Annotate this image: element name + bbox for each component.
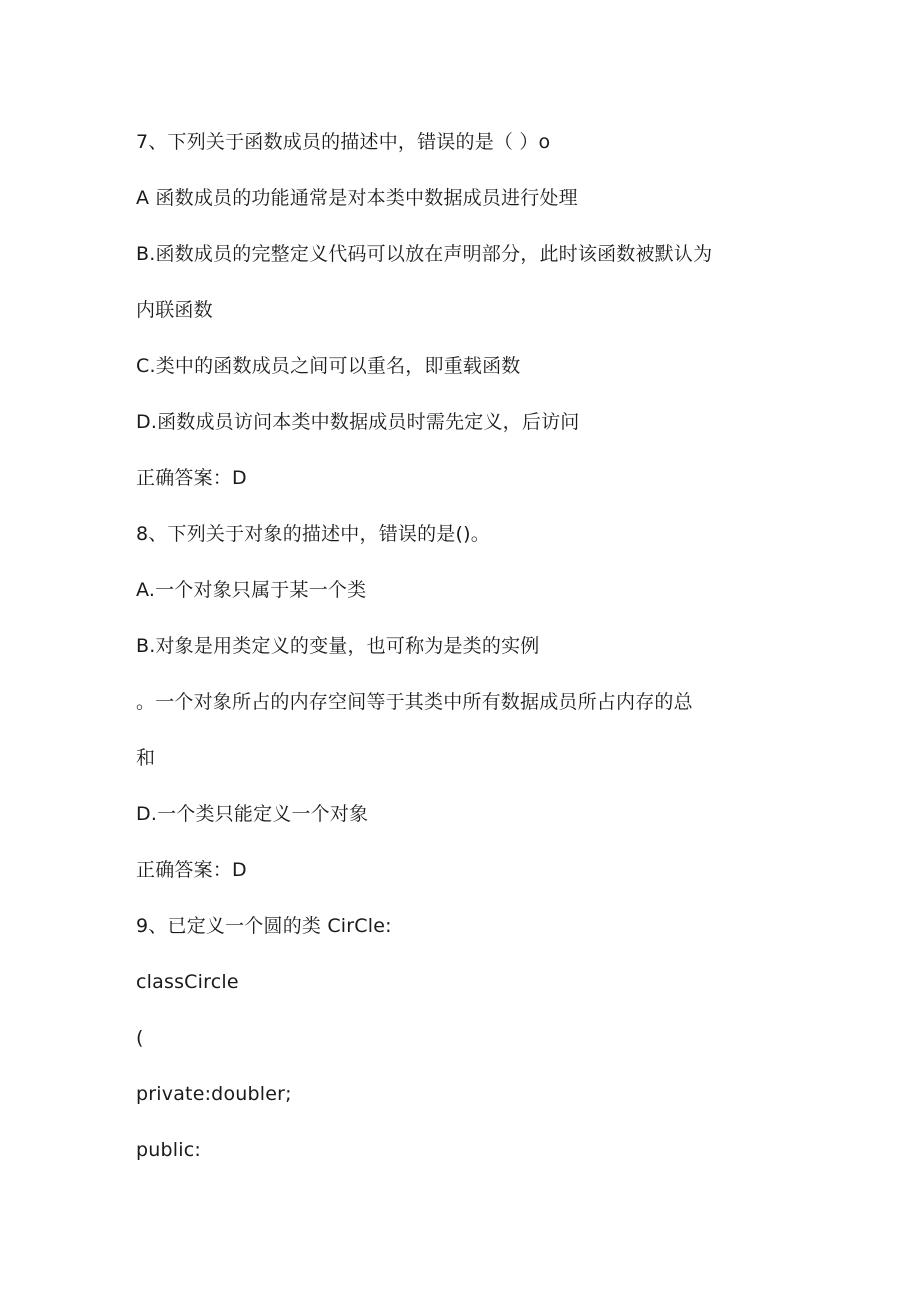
question-7-option-d: D.函数成员访问本类中数据成员时需先定义，后访问 [136, 411, 580, 433]
question-8-option-c: 。一个对象所占的内存空间等于其类中所有数据成员所占内存的总 [136, 691, 693, 713]
code-line: public: [136, 1139, 201, 1161]
question-8-option-d: D.一个类只能定义一个对象 [136, 803, 369, 825]
question-7-option-c: C.类中的函数成员之间可以重名，即重载函数 [136, 355, 521, 377]
question-7-option-b: B.函数成员的完整定义代码可以放在声明部分，此时该函数被默认为 [136, 243, 713, 265]
code-line: private:doubler; [136, 1083, 292, 1105]
question-7-option-a: A 函数成员的功能通常是对本类中数据成员进行处理 [136, 187, 578, 209]
question-9-stem: 9、已定义一个圆的类 CirCle: [136, 915, 392, 937]
question-7-answer: 正确答案：D [136, 467, 247, 489]
question-8-option-c-continued: 和 [136, 747, 156, 769]
question-7-stem: 7、下列关于函数成员的描述中，错误的是（ ）o [136, 131, 551, 153]
question-8-option-a: A.一个对象只属于某一个类 [136, 579, 367, 601]
question-8-stem: 8、下列关于对象的描述中，错误的是()。 [136, 523, 490, 545]
question-8-answer: 正确答案：D [136, 859, 247, 881]
question-8-option-b: B.对象是用类定义的变量，也可称为是类的实例 [136, 635, 540, 657]
code-line: ( [136, 1027, 144, 1049]
code-line: classCircle [136, 971, 239, 993]
question-7-option-b-continued: 内联函数 [136, 299, 213, 321]
